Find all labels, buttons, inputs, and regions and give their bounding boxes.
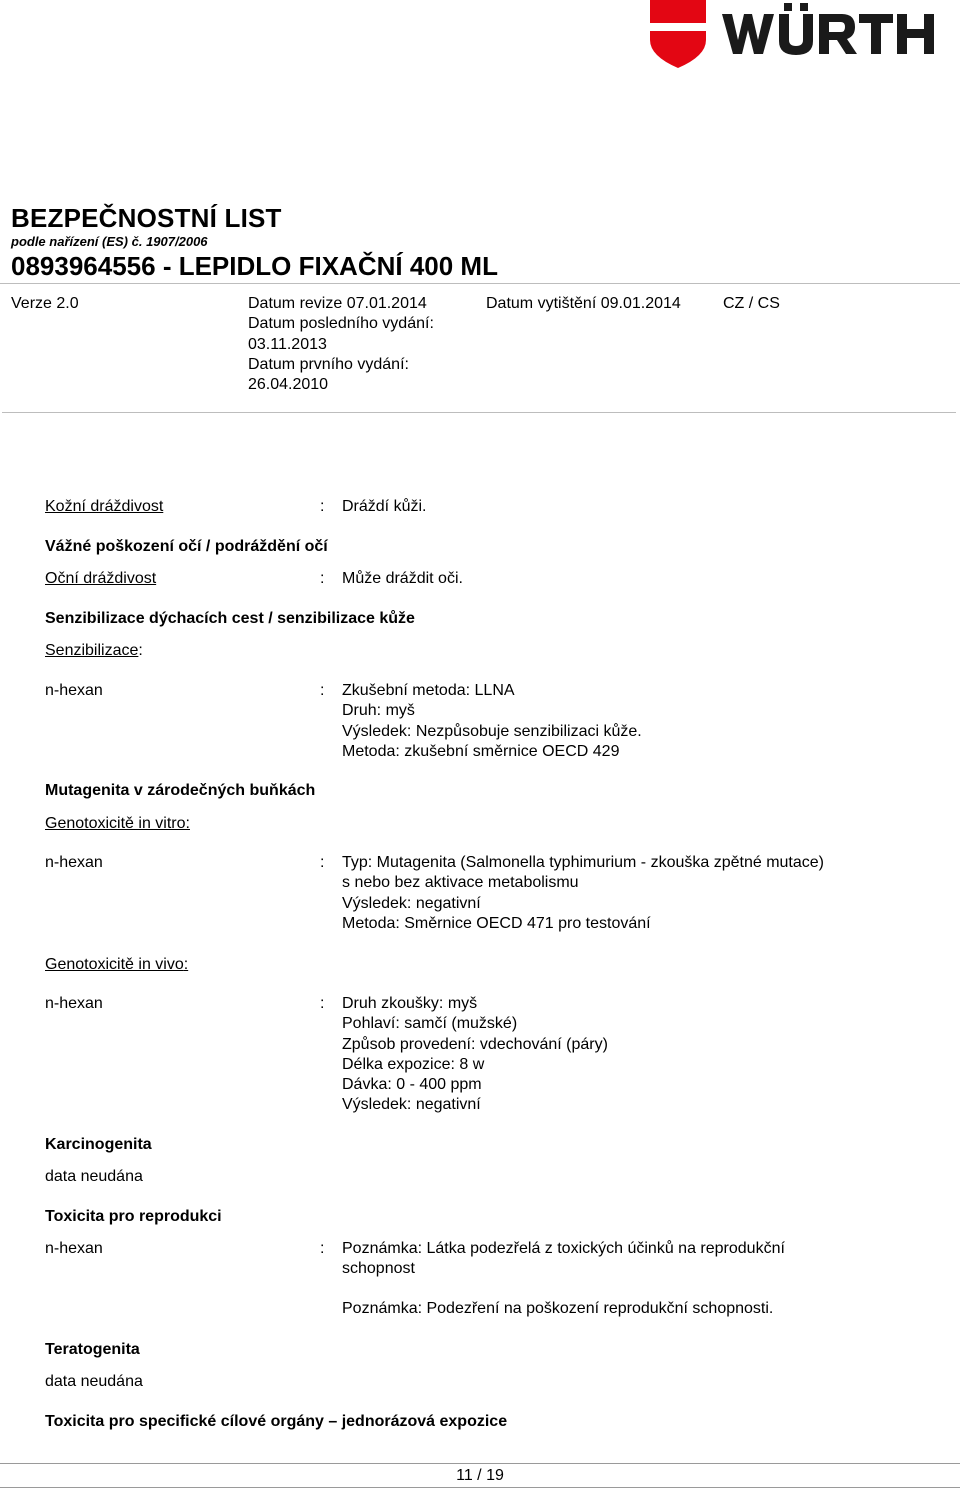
genotox-vitro-substance: n-hexan [45,854,103,871]
print-date: Datum vytištění 09.01.2014 [486,295,681,312]
teratogenicity-heading: Teratogenita [45,1341,140,1358]
label-colon: : [183,956,189,973]
result-line: Zkušební metoda: LLNA [342,682,515,699]
carcinogenicity-value: data neudána [45,1168,143,1185]
header-divider-top [0,283,960,284]
skin-irritation-value: Dráždí kůži. [342,498,427,515]
last-issue-label: Datum posledního vydání: [248,315,434,333]
sensitization-heading: Senzibilizace dýchacích cest / senzibilizace kůže [45,610,415,627]
colon: : [320,1240,325,1257]
result-line: Výsledek: negativní [342,1096,481,1114]
footer-divider [0,1463,960,1464]
result-line: Způsob provedení: vdechování (páry) [342,1035,608,1053]
eye-irritation-label: Oční dráždivost [45,570,157,587]
wurth-logo [648,0,960,68]
result-line: Pohlaví: samčí (mužské) [342,1015,518,1033]
version: Verze 2.0 [11,295,79,312]
sensitization-label-row [45,641,143,661]
result-line: Druh zkoušky: myš [342,995,478,1012]
genotox-vitro-label: Genotoxicitě in vitro [45,815,186,832]
colon: : [320,854,325,871]
wurth-logo-mark [650,0,706,68]
page-number: 11 / 19 [456,1467,504,1484]
reproductive-toxicity-heading: Toxicita pro reprodukci [45,1208,222,1225]
first-issue-label: Datum prvního vydání: [248,355,409,373]
sensitization-substance: n-hexan [45,682,103,699]
last-issue-date: 03.11.2013 [248,335,327,353]
result-line: Výsledek: Nezpůsobuje senzibilizaci kůže. [342,722,642,740]
wurth-logo-wordmark [722,3,934,55]
stot-single-exposure-heading: Toxicita pro specifické cílové orgány – jednorázová expozice [45,1413,508,1430]
country-language: CZ / CS [723,295,780,312]
result-line: schopnost [342,1260,415,1278]
result-line: Poznámka: Látka podezřelá z toxických účinků na reprodukční [342,1240,785,1257]
regulation-reference: podle nařízení (ES) č. 1907/2006 [11,234,208,249]
eye-irritation-value: Může dráždit oči. [342,570,463,587]
colon: : [320,570,325,587]
sensitization-results [342,681,642,762]
issue-dates [248,294,434,395]
genotox-vivo-results [342,994,608,1116]
genotox-vivo-label: Genotoxicitě in vivo [45,956,184,973]
colon: : [320,682,325,699]
colon: : [320,995,325,1012]
header-divider-bottom [2,412,956,413]
reproductive-results [342,1239,785,1280]
result-line: Metoda: Směrnice OECD 471 pro testování [342,914,651,932]
genotox-vivo-substance: n-hexan [45,995,103,1012]
genotox-vitro-results [342,853,824,934]
label-colon: : [185,815,190,832]
document-title: BEZPEČNOSTNÍ LIST [11,203,282,233]
sensitization-label: Senzibilizace [45,642,139,659]
revision-date: Datum revize 07.01.2014 [248,295,427,312]
eye-damage-heading: Vážné poškození očí / podráždění očí [45,538,328,555]
result-line: Výsledek: negativní [342,894,481,912]
product-name: 0893964556 - LEPIDLO FIXAČNÍ 400 ML [11,251,498,281]
colon: : [320,498,325,515]
footer-divider-bottom [0,1487,960,1488]
result-line: s nebo bez aktivace metabolismu [342,874,579,892]
reproductive-substance: n-hexan [45,1240,103,1257]
label-colon: : [138,642,143,659]
genotox-vivo-label-row [45,955,188,975]
reproductive-note-2: Poznámka: Podezření na poškození reprodukční schopnosti. [342,1300,774,1317]
result-line: Metoda: zkušební směrnice OECD 429 [342,742,620,760]
first-issue-date: 26.04.2010 [248,376,329,394]
skin-irritation-label: Kožní dráždivost [45,498,164,515]
teratogenicity-value: data neudána [45,1373,143,1390]
carcinogenicity-heading: Karcinogenita [45,1136,152,1153]
result-line: Typ: Mutagenita (Salmonella typhimurium - zkouška zpětné mutace) [342,854,824,871]
genotox-vitro-label-row [45,814,190,834]
result-line: Délka expozice: 8 w [342,1055,485,1073]
mutagenicity-heading: Mutagenita v zárodečných buňkách [45,782,316,799]
result-line: Dávka: 0 - 400 ppm [342,1076,482,1094]
result-line: Druh: myš [342,702,415,720]
